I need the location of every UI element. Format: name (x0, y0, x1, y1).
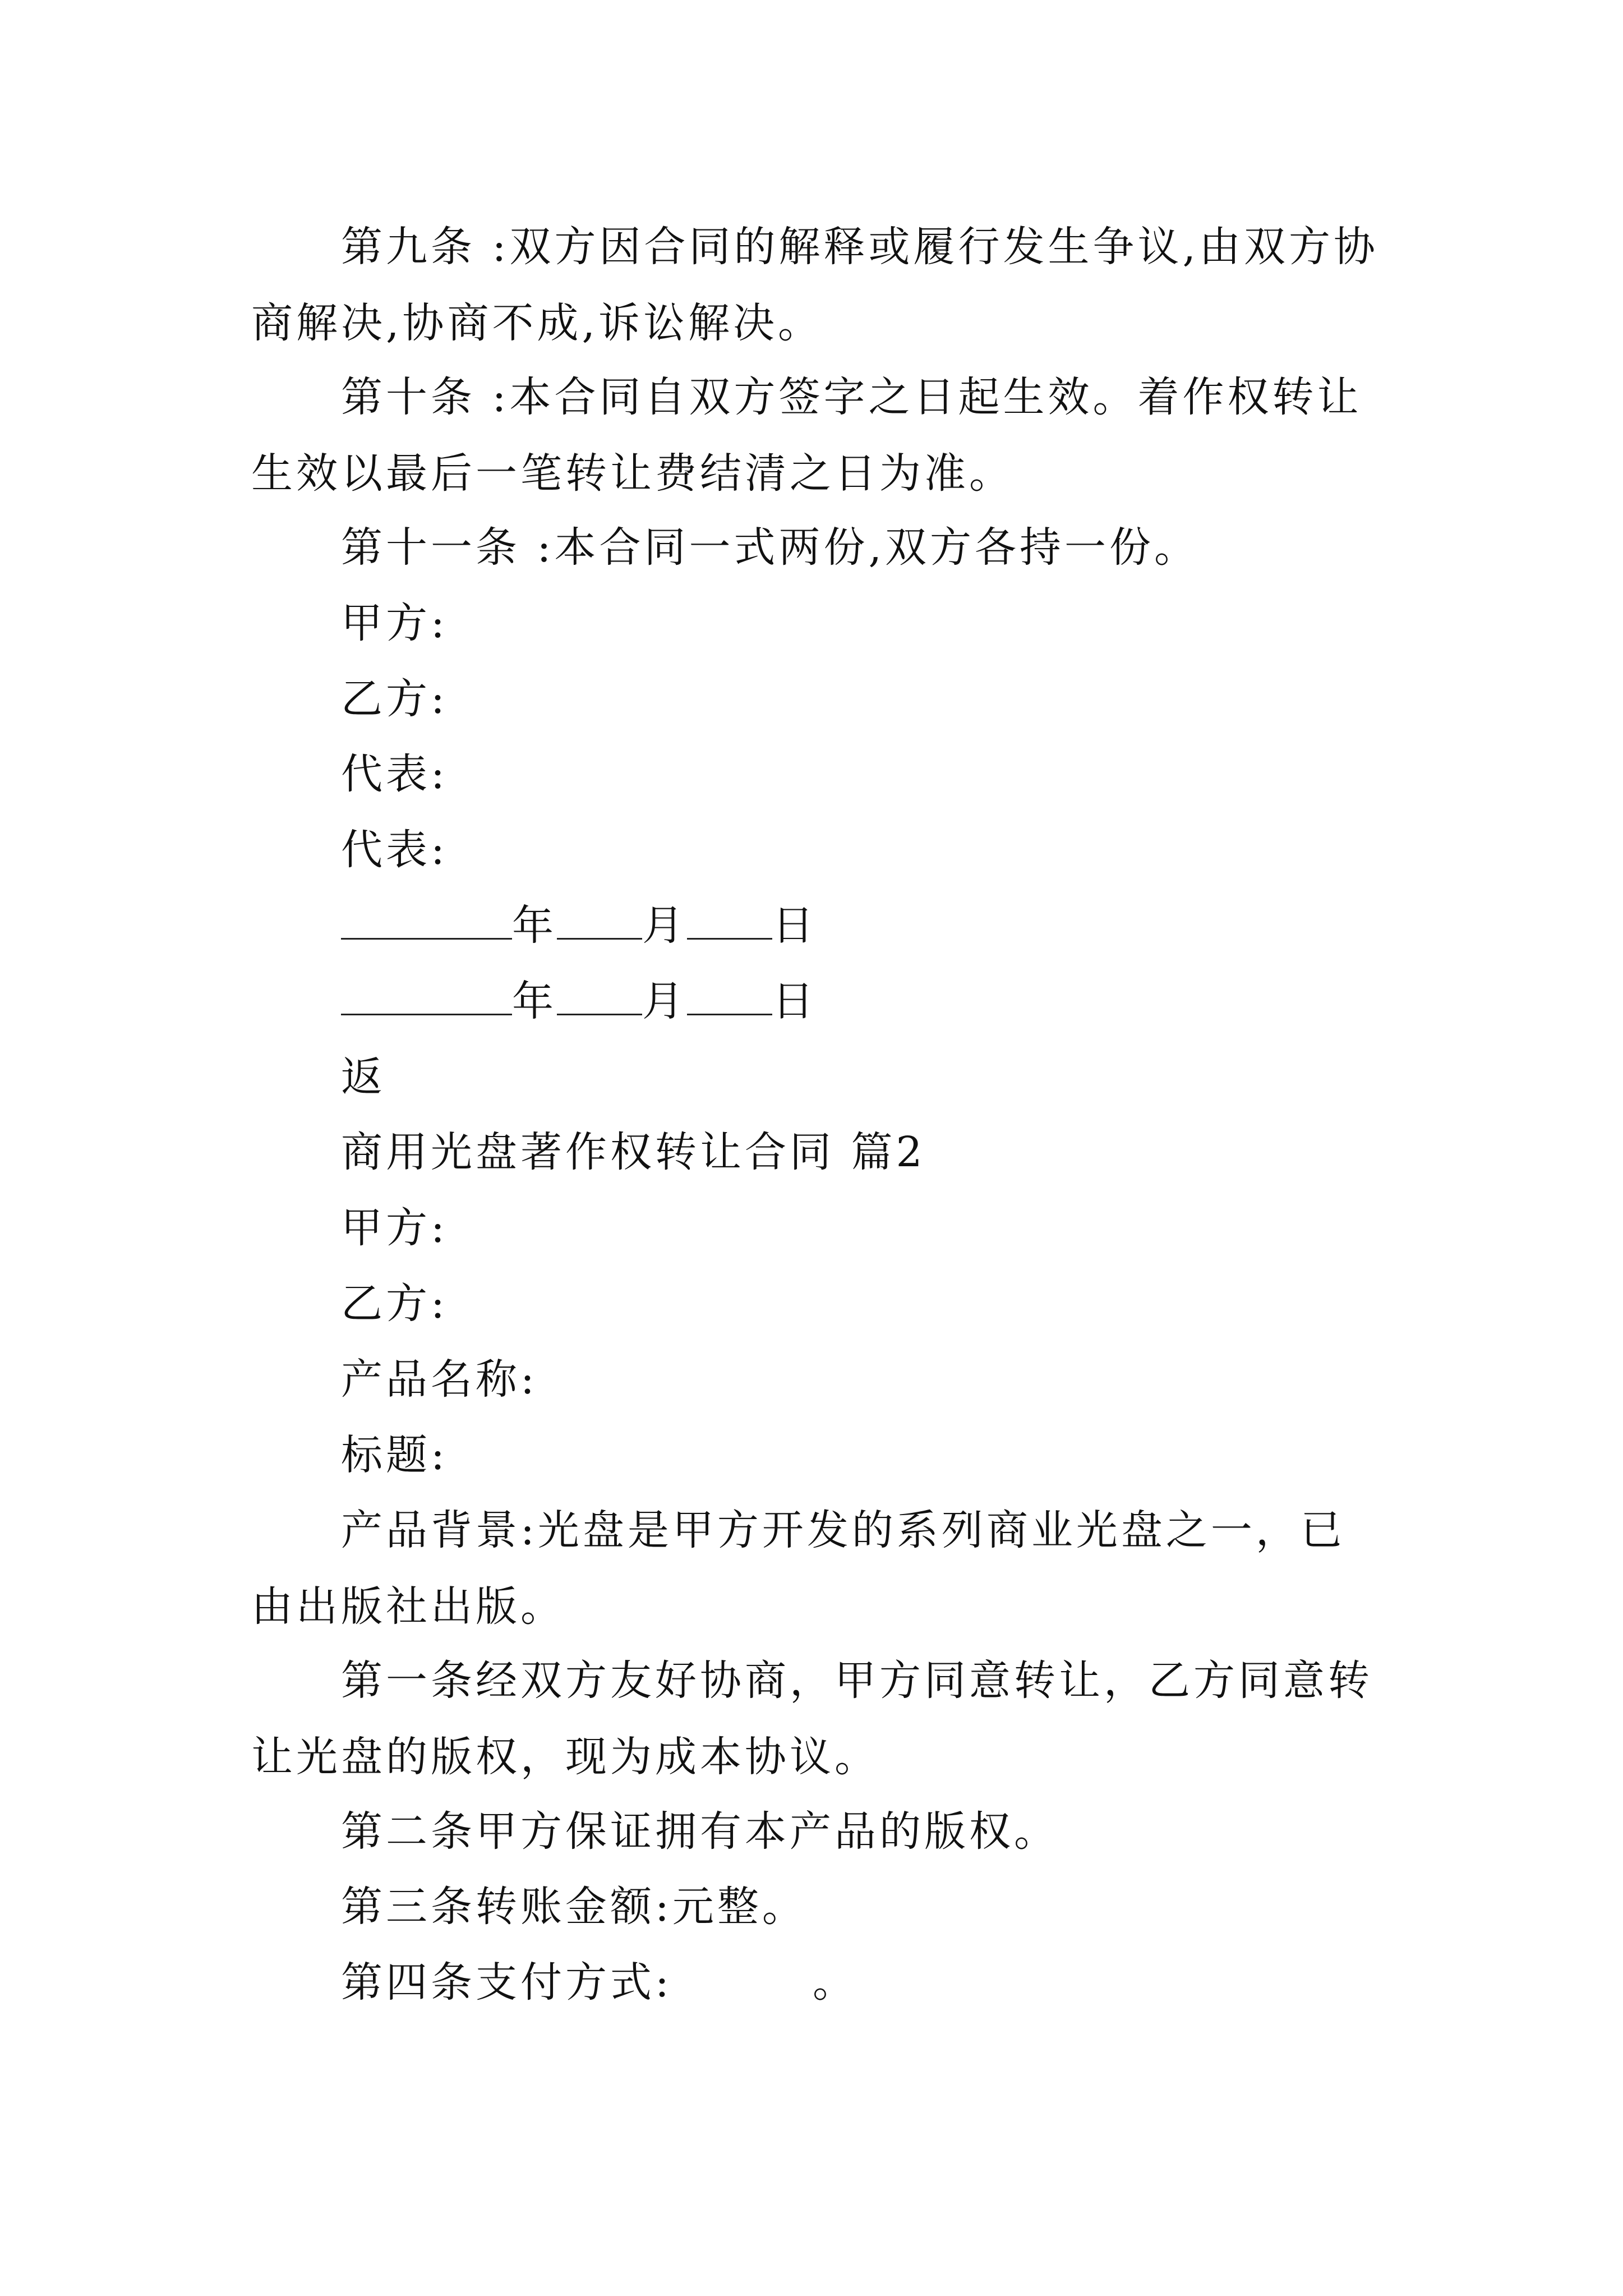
party-a-label: 甲方: (341, 599, 448, 647)
representative-label-2: 代表: (341, 826, 448, 874)
day-text: 日 (772, 901, 817, 950)
month-blank (557, 979, 642, 1015)
month-text: 月 (642, 901, 687, 950)
product-name-label: 产品名称: (341, 1355, 538, 1404)
section-2-article-2: 第二条甲方保证拥有本产品的版权。 (341, 1807, 1059, 1856)
section-2-article-3: 第三条转账金额:元整。 (341, 1883, 807, 1931)
year-text: 年 (512, 901, 557, 950)
representative-label-1: 代表: (341, 750, 448, 798)
date-line-2 (341, 963, 817, 1039)
product-background: 产品背景:光盘是甲方开发的系列商业光盘之一，已由出版社出版。 (251, 1506, 1345, 1631)
party-b-label: 乙方: (341, 675, 448, 723)
date-line-1 (341, 887, 817, 964)
day-blank (687, 903, 772, 940)
section-2-article-4 (341, 1944, 857, 2021)
day-blank (687, 979, 772, 1015)
article-11: 第十一条 :本合同一式两份,双方各持一份。 (341, 523, 1199, 572)
month-blank (557, 903, 642, 940)
section-2-party-a: 甲方: (341, 1204, 448, 1252)
section-2-article-1: 第一条经双方友好协商，甲方同意转让，乙方同意转让光盘的版权，现为成本协议。 (251, 1657, 1373, 1781)
payment-method-label: 第四条支付方式: (341, 1958, 672, 2007)
section-2-party-b: 乙方: (341, 1280, 448, 1328)
year-text: 年 (512, 977, 557, 1025)
back-link-text: 返 (341, 1053, 386, 1101)
section-2-title: 商用光盘著作权转让合同 篇2 (341, 1128, 926, 1176)
month-text: 月 (642, 977, 687, 1025)
article-10: 第十条 :本合同自双方签字之日起生效。着作权转让生效以最后一笔转让费结清之日为准。 (251, 373, 1362, 498)
article-9: 第九条 :双方因合同的解释或履行发生争议,由双方协商解决,协商不成,诉讼解决。 (251, 223, 1378, 347)
year-blank (341, 903, 512, 940)
day-text: 日 (772, 977, 817, 1025)
year-blank (341, 979, 512, 1015)
payment-method-end: 。 (812, 1958, 857, 2007)
heading-label: 标题: (341, 1431, 448, 1479)
